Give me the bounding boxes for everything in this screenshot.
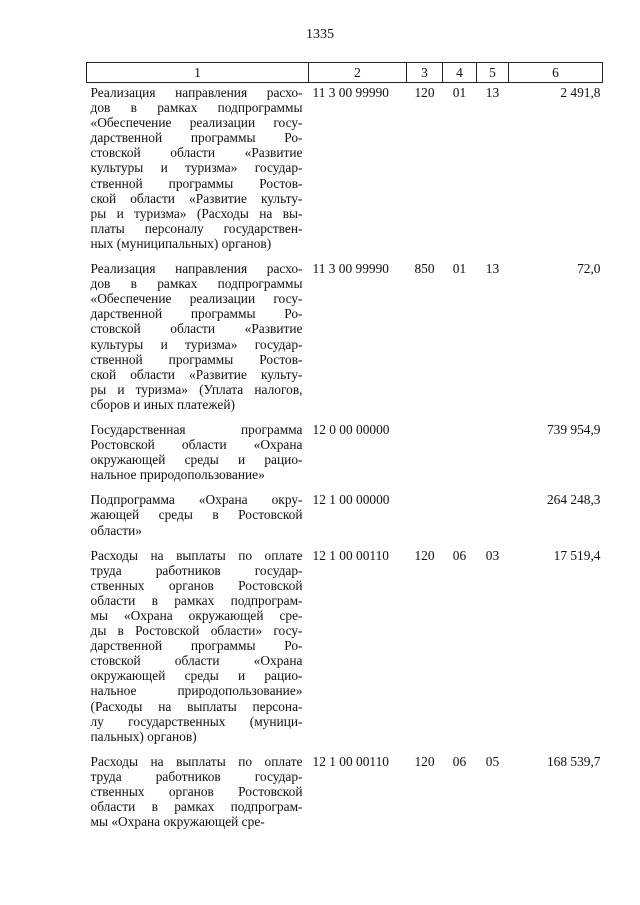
row-name-line: лу государственных (муници- bbox=[90, 713, 303, 729]
row-rz: 06 bbox=[452, 753, 467, 769]
row-code: 11 3 00 99990 bbox=[312, 261, 389, 277]
column-header-2: 2 bbox=[309, 63, 407, 83]
row-name-line: «Обеспечение реализации госу- bbox=[90, 115, 303, 131]
row-name-line: (Расходы на выплаты персона- bbox=[90, 698, 303, 714]
row-vr: 850 bbox=[414, 261, 435, 277]
page-number: 1335 bbox=[306, 27, 334, 42]
table-row bbox=[87, 259, 603, 420]
row-pr: 13 bbox=[485, 85, 500, 100]
row-name-line: культуры и туризма» государ- bbox=[90, 336, 303, 352]
row-name bbox=[87, 490, 309, 545]
row-amount: 2 491,8 bbox=[560, 85, 601, 100]
row-name-line: области в рамках подпрограм- bbox=[90, 592, 303, 608]
row-name-line: Расходы на выплаты по оплате bbox=[90, 753, 303, 769]
table-body bbox=[87, 83, 603, 838]
row-name-line: дов в рамках подпрограммы bbox=[90, 276, 303, 292]
row-name-line: культуры и туризма» государ- bbox=[90, 160, 303, 176]
row-name-line: ственных органов Ростовской bbox=[90, 577, 303, 593]
row-vr bbox=[407, 490, 443, 545]
row-name-line: нальное природопользование» bbox=[90, 467, 265, 483]
row-rz: 06 bbox=[452, 547, 467, 563]
row-rz bbox=[443, 490, 477, 545]
row-name-line: ры и туризма» (Расходы на вы- bbox=[90, 205, 303, 221]
row-name-line: сборов и иных платежей) bbox=[90, 396, 235, 412]
row-name bbox=[87, 420, 309, 490]
row-name bbox=[87, 546, 309, 752]
row-rz bbox=[443, 420, 477, 490]
row-name-line: дарственной программы Ро- bbox=[90, 638, 303, 654]
row-name-line: стовской области «Развитие bbox=[90, 321, 303, 337]
row-name-line: Реализация направления расхо- bbox=[90, 85, 303, 100]
column-header-1: 1 bbox=[87, 63, 309, 83]
column-header-3: 3 bbox=[407, 63, 443, 83]
row-code: 12 1 00 00110 bbox=[312, 547, 389, 563]
row-name-line: Расходы на выплаты по оплате bbox=[90, 547, 303, 563]
row-vr: 120 bbox=[414, 547, 435, 563]
row-vr: 120 bbox=[414, 753, 435, 769]
row-pr bbox=[477, 420, 509, 490]
row-name-line: мы «Охрана окружающей сре- bbox=[90, 814, 265, 830]
row-name-line: пальных) органов) bbox=[90, 728, 197, 744]
budget-table bbox=[86, 62, 603, 837]
row-pr: 03 bbox=[485, 547, 500, 563]
table-row bbox=[87, 546, 603, 752]
table-row bbox=[87, 490, 603, 545]
row-name-line: ственной программы Ростов- bbox=[90, 175, 303, 191]
row-name-line: дов в рамках подпрограммы bbox=[90, 100, 303, 116]
row-name-line: окружающей среды и рацио- bbox=[90, 452, 303, 468]
row-name-line: мы «Охрана окружающей сре- bbox=[90, 608, 303, 623]
column-header-6: 6 bbox=[509, 63, 603, 83]
row-name-line: ды в Ростовской области» госу- bbox=[90, 623, 303, 639]
row-name-line: Ростовской области «Охрана bbox=[90, 437, 303, 453]
row-name-line: ных (муниципальных) органов) bbox=[90, 235, 272, 251]
row-name-line: ственной программы Ростов- bbox=[90, 351, 303, 367]
row-vr bbox=[407, 420, 443, 490]
row-name-line: дарственной программы Ро- bbox=[90, 130, 303, 146]
row-amount: 72,0 bbox=[577, 261, 601, 277]
row-name-line: Реализация направления расхо- bbox=[90, 261, 303, 277]
row-name-line: Государственная программа bbox=[90, 421, 303, 437]
column-header-5: 5 bbox=[477, 63, 509, 83]
row-name bbox=[87, 752, 309, 837]
row-code: 12 1 00 00110 bbox=[312, 753, 389, 769]
row-name-line: платы персоналу государствен- bbox=[90, 220, 303, 236]
row-name-line: стовской области «Развитие bbox=[90, 145, 303, 161]
table-header-row bbox=[87, 63, 603, 83]
table-row bbox=[87, 420, 603, 490]
row-name-line: жающей среды в Ростовской bbox=[90, 507, 303, 523]
row-name-line: труда работников государ- bbox=[90, 768, 303, 784]
table-row bbox=[87, 752, 603, 837]
row-code: 11 3 00 99990 bbox=[312, 85, 389, 100]
row-code: 12 0 00 00000 bbox=[312, 421, 390, 437]
row-name bbox=[87, 259, 309, 420]
row-name-line: ственных органов Ростовской bbox=[90, 784, 303, 800]
row-pr: 05 bbox=[485, 753, 500, 769]
row-rz: 01 bbox=[452, 261, 467, 277]
row-vr: 120 bbox=[414, 85, 435, 100]
table-row bbox=[87, 83, 603, 260]
row-name-line: окружающей среды и рацио- bbox=[90, 668, 303, 684]
row-name-line: нальное природопользование» bbox=[90, 683, 303, 699]
row-rz: 01 bbox=[452, 85, 467, 100]
row-name-line: ской области «Развитие культу- bbox=[90, 190, 303, 206]
row-amount: 739 954,9 bbox=[546, 421, 601, 437]
row-amount: 264 248,3 bbox=[546, 492, 601, 508]
row-name-line: ской области «Развитие культу- bbox=[90, 366, 303, 382]
row-pr: 13 bbox=[485, 261, 500, 277]
row-name-line: стовской области «Охрана bbox=[90, 653, 303, 669]
row-name-line: Подпрограмма «Охрана окру- bbox=[90, 492, 303, 508]
column-header-4: 4 bbox=[443, 63, 477, 83]
row-pr bbox=[477, 490, 509, 545]
row-name-line: дарственной программы Ро- bbox=[90, 306, 303, 322]
row-amount: 17 519,4 bbox=[553, 547, 601, 563]
row-name bbox=[87, 83, 309, 260]
row-name-line: ры и туризма» (Уплата налогов, bbox=[90, 381, 303, 397]
row-name-line: области в рамках подпрограм- bbox=[90, 799, 303, 815]
row-name-line: области» bbox=[90, 522, 142, 538]
row-name-line: «Обеспечение реализации госу- bbox=[90, 291, 303, 307]
row-code: 12 1 00 00000 bbox=[312, 492, 390, 508]
row-name-line: труда работников государ- bbox=[90, 562, 303, 578]
row-amount: 168 539,7 bbox=[546, 753, 601, 769]
